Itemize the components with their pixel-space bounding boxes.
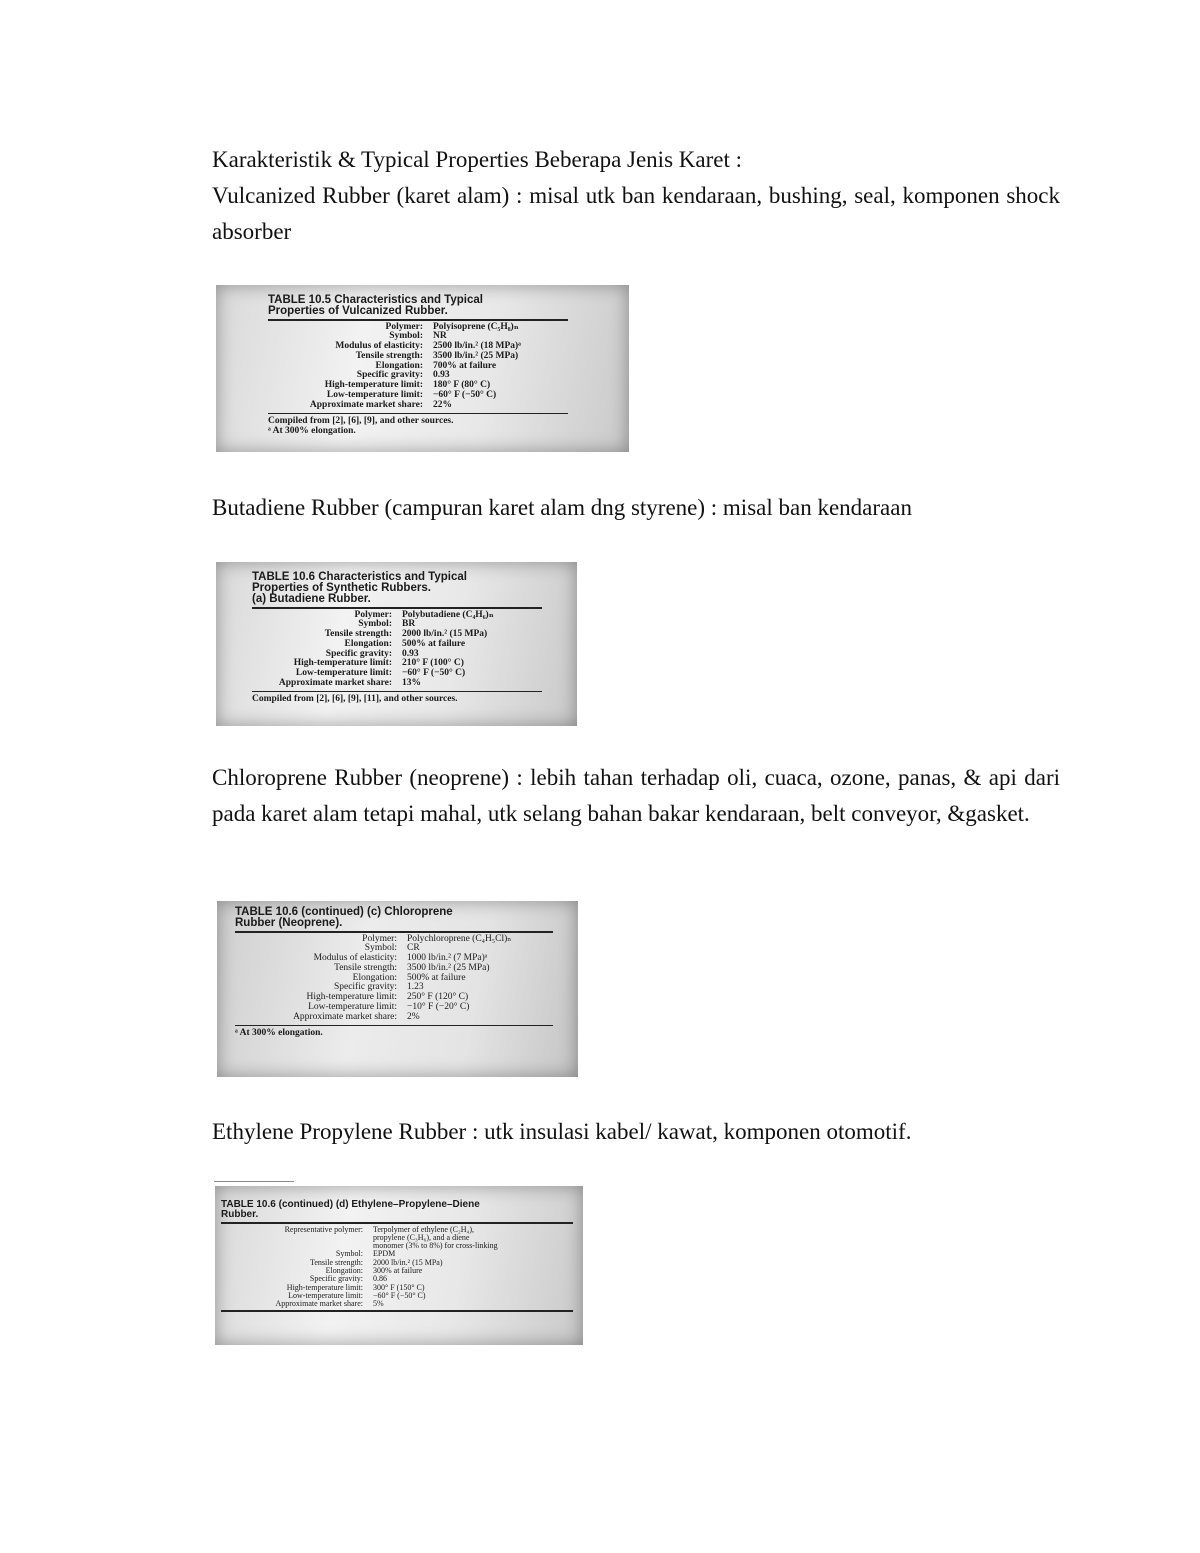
property-label: Symbol: <box>335 1249 363 1259</box>
table-row <box>252 640 542 650</box>
property-label: Symbol: <box>389 331 423 342</box>
table-row <box>252 630 542 640</box>
property-value: Polybutadiene (C₄H₆)ₙ <box>402 609 494 620</box>
property-value: 500% at failure <box>407 972 466 983</box>
table-epdm-rubber-image <box>215 1186 583 1345</box>
property-value: Polyisoprene (C₅H₈)ₙ <box>433 321 519 332</box>
table-rows <box>268 323 568 411</box>
property-label: Tensile strength: <box>324 629 392 640</box>
property-label: Approximate market share: <box>278 678 392 689</box>
property-label: Approximate market share: <box>293 1011 397 1022</box>
table-source-note: Compiled from [2], [6], [9], and other sources. <box>268 416 454 427</box>
table-row <box>221 1242 573 1250</box>
property-label: Tensile strength: <box>334 962 397 973</box>
property-label: High-temperature limit: <box>306 992 397 1003</box>
table-row <box>252 679 542 689</box>
table-title: Properties of Synthetic Rubbers. <box>252 582 431 594</box>
property-value: 2000 lb/in.² (15 MPa) <box>373 1257 443 1267</box>
property-value: 13% <box>402 678 421 689</box>
property-label: Polymer: <box>362 933 397 944</box>
property-label: Specific gravity: <box>309 1274 363 1284</box>
property-label: High-temperature limit: <box>293 658 392 669</box>
property-value: 2% <box>407 1011 420 1022</box>
property-label: Low-temperature limit: <box>308 1002 397 1013</box>
table-row <box>221 1267 573 1275</box>
butadiene-rubber-text: Butadiene Rubber (campuran karet alam dng styrene) : misal ban kendaraan <box>212 495 912 520</box>
property-value: 1000 lb/in.² (7 MPa)ᵃ <box>407 953 488 964</box>
property-value: 22% <box>433 399 452 410</box>
table-title: Properties of Vulcanized Rubber. <box>268 305 448 317</box>
property-label: Low-temperature limit: <box>288 1290 363 1300</box>
property-value: 180° F (80° C) <box>433 380 491 391</box>
table-rule <box>221 1222 573 1224</box>
table-rule <box>235 1025 553 1027</box>
property-value: NR <box>433 331 447 342</box>
property-value: 2500 lb/in.² (18 MPa)ᵃ <box>433 341 521 352</box>
table-title: TABLE 10.6 Characteristics and Typical <box>252 571 467 583</box>
table-chloroprene-rubber-image <box>217 901 578 1077</box>
property-value: CR <box>407 943 420 954</box>
table-title: (a) Butadiene Rubber. <box>252 593 371 605</box>
property-label: High-temperature limit: <box>324 380 423 391</box>
table-rule <box>252 607 542 609</box>
property-value: −60° F (−50° C) <box>433 390 497 401</box>
table-source-note: Compiled from [2], [6], [9], [11], and other sources. <box>252 694 458 705</box>
table-row <box>252 620 542 630</box>
property-label: Tensile strength: <box>310 1257 363 1267</box>
table-row <box>221 1292 573 1300</box>
chloroprene-rubber-text: Chloroprene Rubber (neoprene) : lebih tahan terhadap oli, cuaca, ozone, panas, & api dari pada karet alam tetapi mahal, utk selang bahan bakar kendaraan, belt conveyor, &gasket. <box>212 765 1060 826</box>
property-label: Low-temperature limit: <box>326 390 423 401</box>
property-value: −60° F (−50° C) <box>402 668 466 679</box>
ethylene-propylene-rubber-text: Ethylene Propylene Rubber : utk insulasi kabel/ kawat, komponen otomotif. <box>212 1119 912 1144</box>
property-value: BR <box>402 619 416 630</box>
table-butadiene-rubber-image <box>216 562 577 726</box>
property-label: Representative polymer: <box>284 1224 363 1234</box>
property-value: 300° F (150° C) <box>373 1282 425 1292</box>
property-value: 3500 lb/in.² (25 MPa) <box>407 962 490 973</box>
property-value: 5% <box>373 1299 384 1309</box>
property-label: Polymer: <box>354 609 392 620</box>
table-title: Rubber (Neoprene). <box>235 917 343 929</box>
property-label: Specific gravity: <box>356 370 423 381</box>
table-footnote: ᵃ At 300% elongation. <box>235 1028 323 1039</box>
property-label: Elongation: <box>325 1265 363 1275</box>
table-rule <box>235 931 553 933</box>
property-label: Elongation: <box>375 360 423 371</box>
property-label: Elongation: <box>352 972 397 983</box>
property-label: Modulus of elasticity: <box>335 341 423 352</box>
property-value: 300% at failure <box>373 1265 423 1275</box>
table-title: TABLE 10.5 Characteristics and Typical <box>268 294 483 306</box>
property-label: Specific gravity: <box>325 648 392 659</box>
table-row <box>235 1013 553 1023</box>
intro-block <box>212 142 1060 250</box>
table-row <box>221 1300 573 1308</box>
property-value: 0.93 <box>433 370 450 381</box>
property-value: 500% at failure <box>402 638 466 649</box>
table-rule <box>268 319 568 321</box>
table-rows <box>252 611 542 689</box>
property-value: 0.93 <box>402 648 419 659</box>
property-value: 250° F (120° C) <box>407 992 469 1003</box>
table-rows <box>235 935 553 1023</box>
property-value: 210° F (100° C) <box>402 658 464 669</box>
table-rule <box>268 413 568 415</box>
vulcanized-rubber-text: Vulcanized Rubber (karet alam) : misal utk ban kendaraan, bushing, seal, komponen shock absorber <box>212 183 1060 244</box>
property-value: 1.23 <box>407 982 424 993</box>
table-rule <box>221 1310 573 1312</box>
table-title: TABLE 10.6 (continued) (d) Ethylene–Propylene–Diene <box>221 1199 480 1210</box>
table-rule <box>252 691 542 693</box>
table-footnote: ᵃ At 300% elongation. <box>268 426 356 437</box>
property-value: 3500 lb/in.² (25 MPa) <box>433 350 519 361</box>
property-label <box>221 1234 373 1242</box>
table-row <box>252 611 542 621</box>
property-value: Terpolymer of ethylene (C₂H₄), <box>373 1224 474 1234</box>
table-vulcanized-rubber-image <box>216 285 629 452</box>
property-label: Approximate market share: <box>275 1299 363 1309</box>
property-value: −60° F (−50° C) <box>373 1290 426 1300</box>
property-label: Approximate market share: <box>309 399 423 410</box>
property-label: Modulus of elasticity: <box>313 953 397 964</box>
page-heading: Karakteristik & Typical Properties Beberapa Jenis Karet : <box>212 147 742 172</box>
property-label: Low-temperature limit: <box>295 668 392 679</box>
property-value: propylene (C₃H₆), and a diene <box>373 1232 470 1242</box>
table-title: Rubber. <box>221 1209 259 1220</box>
property-value: Polychloroprene (C₄H₅Cl)ₙ <box>407 933 512 944</box>
selection-mark <box>214 1181 294 1182</box>
property-label: Elongation: <box>344 638 392 649</box>
property-value: EPDM <box>373 1249 396 1259</box>
property-label: Specific gravity: <box>333 982 397 993</box>
property-label: Tensile strength: <box>355 350 423 361</box>
property-value: −10° F (−20° C) <box>407 1002 470 1013</box>
property-label: Symbol: <box>364 943 397 954</box>
property-label: Symbol: <box>358 619 392 630</box>
property-value: 0.86 <box>373 1274 387 1284</box>
property-value: monomer (3% to 8%) for cross-linking <box>373 1241 498 1251</box>
table-rows <box>221 1226 573 1309</box>
table-row <box>268 401 568 411</box>
property-value: 700% at failure <box>433 360 497 371</box>
property-label: Polymer: <box>385 321 423 332</box>
table-title: TABLE 10.6 (continued) (c) Chloroprene <box>235 906 453 918</box>
property-label: High-temperature limit: <box>286 1282 363 1292</box>
property-value: 2000 lb/in.² (15 MPa) <box>402 629 488 640</box>
